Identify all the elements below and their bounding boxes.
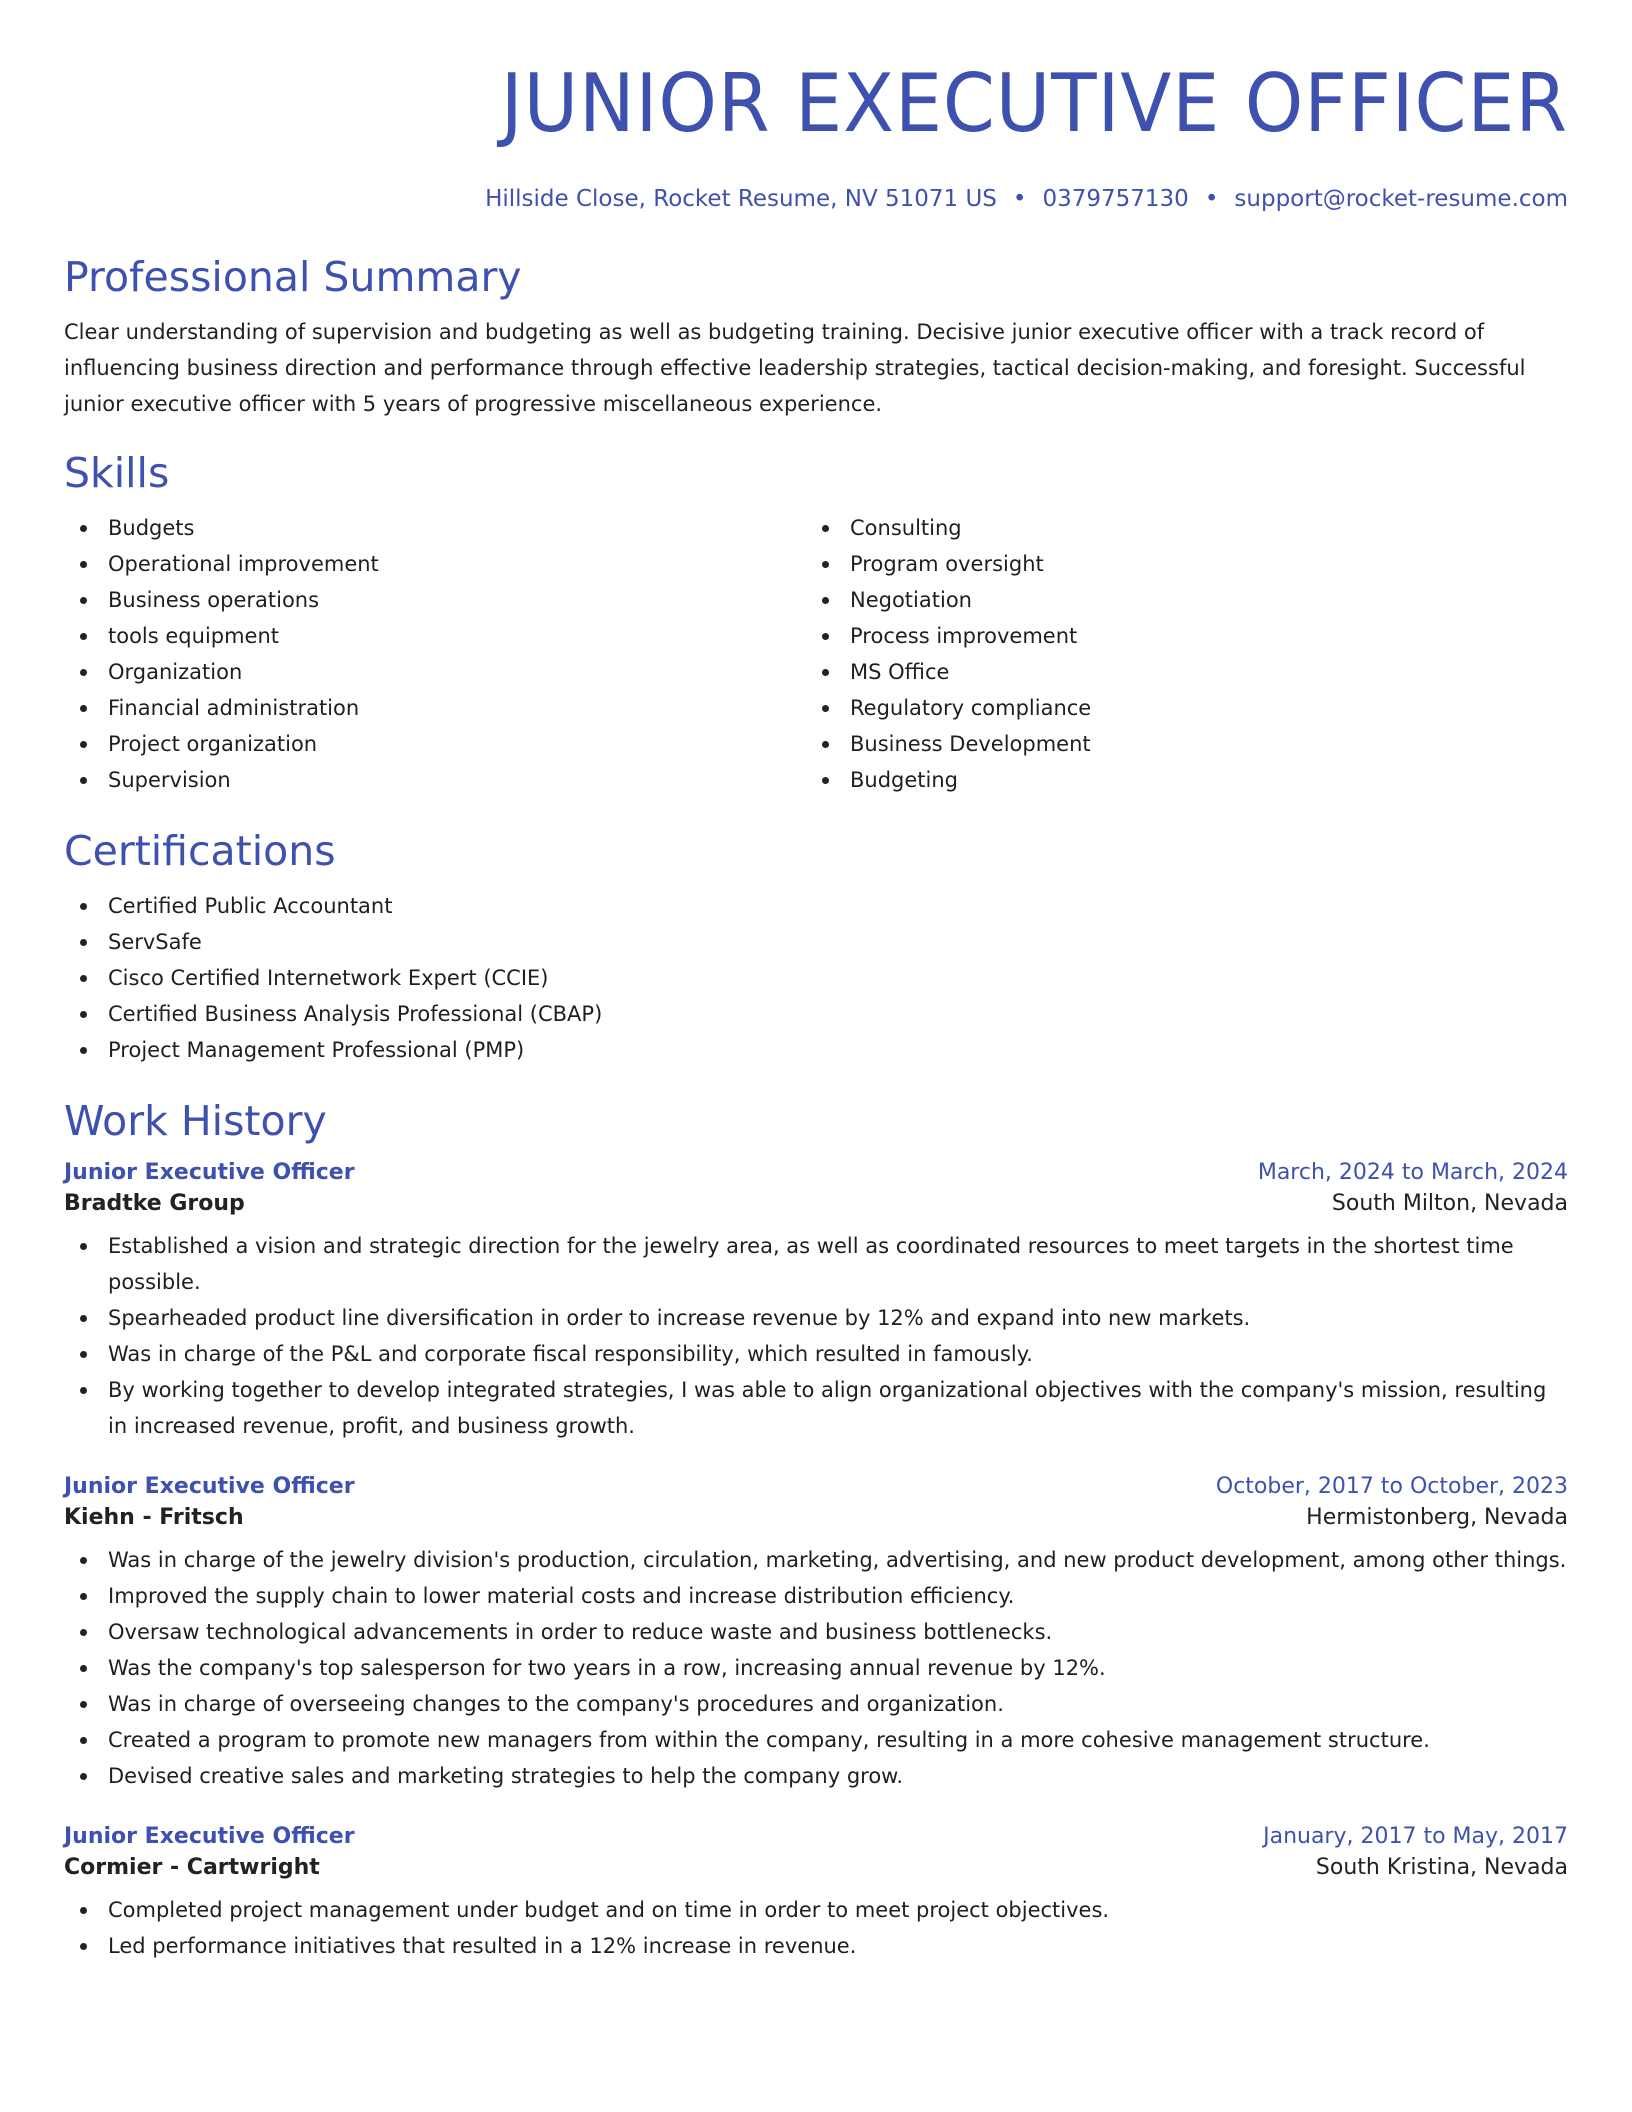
skill-item: tools equipment xyxy=(64,618,806,654)
skill-item: Organization xyxy=(64,654,806,690)
skill-item: Process improvement xyxy=(806,618,1548,654)
contact-address: Hillside Close, Rocket Resume, NV 51071 US xyxy=(485,186,997,212)
job-bullet: Was in charge of the P&L and corporate fiscal responsibility, which resulted in famously. xyxy=(64,1336,1568,1372)
skill-item: Supervision xyxy=(64,762,806,798)
skill-item: Budgeting xyxy=(806,762,1548,798)
skill-item: Financial administration xyxy=(64,690,806,726)
job-bullet: Completed project management under budget and on time in order to meet project objectives. xyxy=(64,1892,1568,1928)
job-company: Bradtke Group xyxy=(64,1191,245,1216)
certification-item: Certified Business Analysis Professional (CBAP) xyxy=(64,996,1568,1032)
skill-item: MS Office xyxy=(806,654,1548,690)
job-bullet: Oversaw technological advancements in order to reduce waste and business bottlenecks. xyxy=(64,1614,1568,1650)
certification-item: ServSafe xyxy=(64,924,1568,960)
job-role: Junior Executive Officer xyxy=(64,1160,355,1185)
skills-column-right xyxy=(806,510,1548,798)
certifications-list xyxy=(64,888,1568,1068)
job-bullets xyxy=(64,1542,1568,1794)
job-bullets xyxy=(64,1228,1568,1444)
job-company-row xyxy=(64,1505,1568,1530)
job-bullet: Spearheaded product line diversification in order to increase revenue by 12% and expand into new markets. xyxy=(64,1300,1568,1336)
job-location: South Milton, Nevada xyxy=(1331,1191,1568,1216)
job-bullet: Established a vision and strategic direction for the jewelry area, as well as coordinated resources to meet targets in the shortest time possible. xyxy=(64,1228,1568,1300)
skills-column-left xyxy=(64,510,806,798)
job-bullet: Improved the supply chain to lower material costs and increase distribution efficiency. xyxy=(64,1578,1568,1614)
skill-item: Budgets xyxy=(64,510,806,546)
skill-item: Negotiation xyxy=(806,582,1548,618)
job-bullets xyxy=(64,1892,1568,1964)
job-dates: October, 2017 to October, 2023 xyxy=(1215,1474,1568,1499)
candidate-title: JUNIOR EXECUTIVE OFFICER xyxy=(500,57,1569,150)
job-bullet: Created a program to promote new managers from within the company, resulting in a more cohesive management structure. xyxy=(64,1722,1568,1758)
skill-item: Business operations xyxy=(64,582,806,618)
job-company: Cormier - Cartwright xyxy=(64,1855,320,1880)
job-company-row xyxy=(64,1855,1568,1880)
summary-heading: Professional Summary xyxy=(64,253,522,301)
job-location: South Kristina, Nevada xyxy=(1315,1855,1568,1880)
resume-header xyxy=(64,56,1568,212)
job-bullet: By working together to develop integrated strategies, I was able to align organizational objectives with the company's mission, resulting in increased revenue, profit, and business growth. xyxy=(64,1372,1568,1444)
contact-phone: 0379757130 xyxy=(1042,186,1189,212)
job-bullet: Was in charge of the jewelry division's production, circulation, marketing, advertising, and new product development, among other things. xyxy=(64,1542,1568,1578)
job-company-row xyxy=(64,1191,1568,1216)
skill-item: Project organization xyxy=(64,726,806,762)
certification-item: Cisco Certified Internetwork Expert (CCIE) xyxy=(64,960,1568,996)
skill-item: Regulatory compliance xyxy=(806,690,1548,726)
skill-item: Consulting xyxy=(806,510,1548,546)
job-dates: January, 2017 to May, 2017 xyxy=(1263,1824,1568,1849)
job-entry xyxy=(64,1824,1568,1964)
job-header xyxy=(64,1824,1568,1849)
contact-separator: • xyxy=(1012,186,1027,212)
work-history-heading: Work History xyxy=(64,1097,327,1145)
job-entry xyxy=(64,1474,1568,1794)
job-header xyxy=(64,1160,1568,1185)
job-bullet: Led performance initiatives that resulted in a 12% increase in revenue. xyxy=(64,1928,1568,1964)
job-company: Kiehn - Fritsch xyxy=(64,1505,244,1530)
job-bullet: Was in charge of overseeing changes to the company's procedures and organization. xyxy=(64,1686,1568,1722)
job-bullet: Devised creative sales and marketing strategies to help the company grow. xyxy=(64,1758,1568,1794)
skill-item: Operational improvement xyxy=(64,546,806,582)
skill-item: Business Development xyxy=(806,726,1548,762)
contact-separator: • xyxy=(1204,186,1219,212)
resume-page xyxy=(64,0,1568,1964)
contact-email: support@rocket-resume.com xyxy=(1234,186,1568,212)
skill-item: Program oversight xyxy=(806,546,1548,582)
skills-list xyxy=(64,510,1568,798)
job-header xyxy=(64,1474,1568,1499)
contact-line xyxy=(64,186,1568,212)
certification-item: Certified Public Accountant xyxy=(64,888,1568,924)
job-entry xyxy=(64,1160,1568,1444)
job-role: Junior Executive Officer xyxy=(64,1474,355,1499)
certifications-heading: Certifications xyxy=(64,827,336,875)
summary-text: Clear understanding of supervision and budgeting as well as budgeting training. Decisive junior executive officer with a track record of influencing business direction and performance through effective leadership strategies, tactical decision-making, and foresight. Successful junior executive officer with 5 years of progressive miscellaneous experience. xyxy=(64,320,1526,416)
job-location: Hermistonberg, Nevada xyxy=(1306,1505,1568,1530)
job-dates: March, 2024 to March, 2024 xyxy=(1257,1160,1568,1185)
job-role: Junior Executive Officer xyxy=(64,1824,355,1849)
skills-heading: Skills xyxy=(64,449,170,497)
certification-item: Project Management Professional (PMP) xyxy=(64,1032,1568,1068)
job-bullet: Was the company's top salesperson for two years in a row, increasing annual revenue by 12%. xyxy=(64,1650,1568,1686)
